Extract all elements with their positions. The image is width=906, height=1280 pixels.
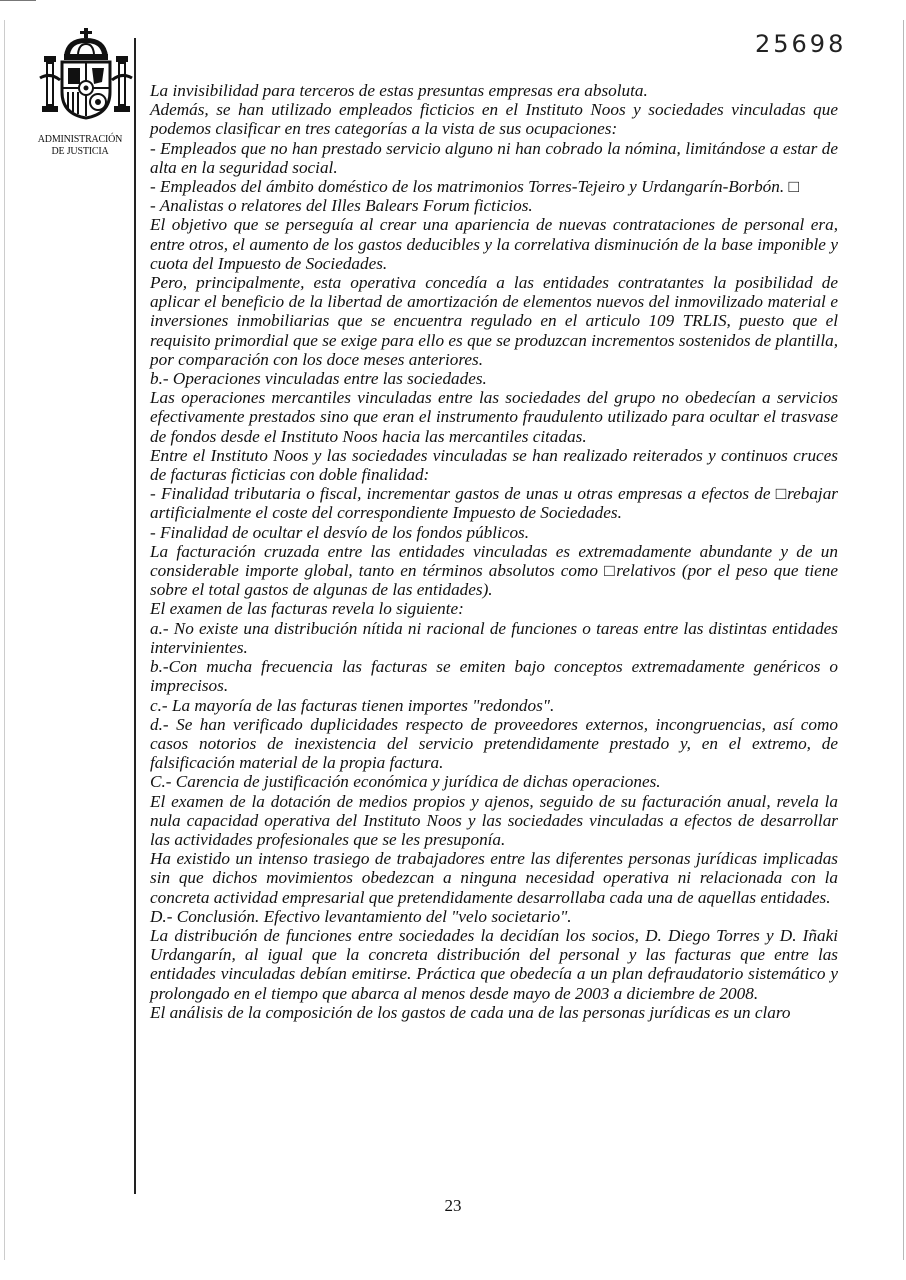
paragraph: La distribución de funciones entre sociedades la decidían los socios, D. Diego Torres y D. Iñaki Urdangarín, al igual que la concreta distribución del personal y las facturas que entre las entidades vinculadas debían emitirse. Práctica que obedecía a un plan defraudatorio sistemático y prolongado en el tiempo que abarca al menos desde mayo de 2003 a diciembre de 2008. xyxy=(150,925,838,1003)
list-item: - Finalidad de ocultar el desvío de los fondos públicos. xyxy=(150,522,530,542)
section-heading: C.- Carencia de justificación económica y jurídica de dichas operaciones. xyxy=(150,772,661,792)
scan-edge xyxy=(0,0,36,1)
paragraph: Las operaciones mercantiles vinculadas entre las sociedades del grupo no obedecían a servicios efectivamente prestados sino que eran el instrumento fraudulento utilizado para ocultar el trasvase de fondos desde el Instituto Noos hacia las mercantiles citadas. xyxy=(150,388,838,446)
section-heading: D.- Conclusión. Efectivo levantamiento del "velo societario". xyxy=(150,906,572,926)
paragraph: El examen de la dotación de medios propios y ajenos, seguido de su facturación anual, revela la nula capacidad operativa del Instituto Noos y las sociedades vinculadas a efectos de desarrollar las actividades profesionales que se les presuponía. xyxy=(150,791,838,849)
page-number: 23 xyxy=(444,1196,462,1215)
list-item: b.-Con mucha frecuencia las facturas se emiten bajo conceptos extremadamente genéricos o imprecisos. xyxy=(150,657,838,696)
margin-rule xyxy=(134,38,136,1194)
paragraph: La invisibilidad para terceros de estas presuntas empresas era absoluta. xyxy=(150,81,648,100)
paragraph: El examen de las facturas revela lo siguiente: xyxy=(150,599,464,619)
list-item: - Analistas o relatores del Illes Balears Forum ficticios. xyxy=(150,196,533,216)
list-item: - Empleados que no han prestado servicio alguno ni han cobrado la nómina, limitándose a estar de alta en la seguridad social. xyxy=(150,138,838,177)
section-heading: b.- Operaciones vinculadas entre las sociedades. xyxy=(150,369,487,389)
paragraph: Además, se han utilizado empleados ficticios en el Instituto Noos y sociedades vinculadas que podemos clasificar en tres categorías a la vista de sus ocupaciones: xyxy=(150,100,838,139)
scan-edge xyxy=(4,20,5,1260)
paragraph: La facturación cruzada entre las entidades vinculadas es extremadamente abundante y de un considerable importe global, tanto en términos absolutos como □relativos (por el peso que tiene sobre el total gastos de algunas de las entidades). xyxy=(150,541,838,600)
paragraph: Ha existido un intenso trasiego de trabajadores entre las diferentes personas jurídicas implicadas sin que dichos movimientos obedezcan a ninguna necesidad operativa ni relacionada con la concreta actividad empresarial que pretendidamente desarrollaba cada una de aquellas entidades. xyxy=(150,849,838,907)
paragraph: Pero, principalmente, esta operativa concedía a las entidades contratantes la posibilidad de aplicar el beneficio de la libertad de amortización de elementos nuevos del inmovilizado material e inversiones inmobiliarias que se encuentra regulado en el articulo 109 TRLIS, puesto que el requisito primordial que se exige para ello es que se produzcan incrementos sostenidos de plantilla, por comparación con los doce meses anteriores. xyxy=(150,273,838,369)
list-item: c.- La mayoría de las facturas tienen importes "redondos". xyxy=(150,695,555,715)
list-item: - Empleados del ámbito doméstico de los matrimonios Torres-Tejeiro y Urdangarín-Borbón. □ xyxy=(150,177,799,197)
institution-label xyxy=(28,134,132,158)
spanish-coat-of-arms-icon xyxy=(36,26,136,121)
document-body xyxy=(150,81,838,1022)
document-stamp-number: 25698 xyxy=(755,30,847,58)
scan-edge xyxy=(903,20,904,1260)
paragraph: El análisis de la composición de los gastos de cada una de las personas jurídicas es un claro xyxy=(150,1002,791,1022)
paragraph: El objetivo que se perseguía al crear una apariencia de nuevas contrataciones de personal era, entre otros, el aumento de los gastos deducibles y la correlativa disminución de la base imponible y cuota del Impuesto de Sociedades. xyxy=(150,215,838,273)
paragraph: Entre el Instituto Noos y las sociedades vinculadas se han realizado reiterados y continuos cruces de facturas ficticias con doble finalidad: xyxy=(150,445,838,485)
list-item: a.- No existe una distribución nítida ni racional de funciones o tareas entre las distintas entidades intervinientes. xyxy=(150,618,838,657)
list-item: - Finalidad tributaria o fiscal, incrementar gastos de unas u otras empresas a efectos de □rebajar artificialmente el coste del correspondiente Impuesto de Sociedades. xyxy=(150,484,838,523)
list-item: d.- Se han verificado duplicidades respecto de proveedores externos, incongruencias, así como casos notorios de inexistencia del servicio pretendidamente prestado y, en el extremo, de falsificación material de la propia factura. xyxy=(150,714,838,773)
institution-line-1: ADMINISTRACIÓN xyxy=(37,134,123,145)
institution-line-2: DE JUSTICIA xyxy=(51,146,109,157)
